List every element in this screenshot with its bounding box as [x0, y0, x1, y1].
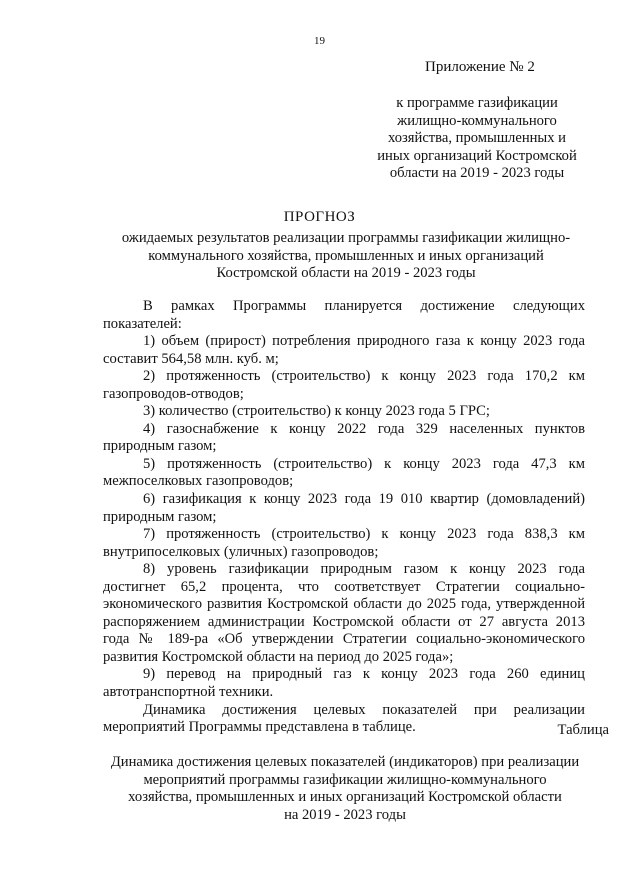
list-item: 6) газификация к концу 2023 года 19 010 квартир (домовладений) природным газом; — [103, 491, 585, 525]
table-caption-line: Динамика достижения целевых показателей (индикаторов) при реализации — [110, 754, 580, 770]
table-caption — [95, 754, 595, 824]
appendix-caption — [352, 95, 602, 183]
appendix-caption-line: к программе газификации — [396, 95, 558, 111]
appendix-caption-line: иных организаций Костромской — [377, 147, 577, 164]
table-caption-line: мероприятий программы газификации жилищно-коммунального — [143, 771, 547, 788]
forecast-subtitle-line: Костромской области на 2019 - 2023 годы — [216, 265, 476, 282]
list-item: 9) перевод на природный газ к концу 2023 года 260 единиц автотранспортной техники. — [103, 666, 585, 701]
appendix-title: Приложение № 2 — [425, 59, 535, 75]
forecast-subtitle-line: ожидаемых результатов реализации программы газификации жилищно- — [121, 230, 571, 246]
forecast-title: ПРОГНОЗ — [283, 209, 356, 225]
body-text — [103, 298, 585, 737]
list-item: 7) протяженность (строительство) к концу 2023 года 838,3 км внутрипоселковых (уличных) газопроводов; — [103, 526, 585, 560]
table-caption-line: на 2019 - 2023 годы — [284, 806, 406, 823]
list-item: 4) газоснабжение к концу 2022 года 329 населенных пунктов природным газом; — [103, 420, 585, 455]
forecast-subtitle — [120, 230, 572, 283]
appendix-caption-line: области на 2019 - 2023 годы — [389, 165, 565, 182]
appendix-caption-line: жилищно-коммунального — [397, 112, 557, 129]
list-item: 3) количество (строительство) к концу 2023 года 5 ГРС; — [143, 403, 490, 420]
forecast-subtitle-line: коммунального хозяйства, промышленных и иных организаций — [148, 247, 544, 264]
appendix-caption-line: хозяйства, промышленных и — [388, 130, 566, 147]
closing-paragraph: Динамика достижения целевых показателей при реализации мероприятий Программы представлена в таблице. — [103, 701, 585, 736]
table-label: Таблица — [557, 722, 609, 738]
list-item: 5) протяженность (строительство) к концу 2023 года 47,3 км межпоселковых газопроводов; — [103, 455, 585, 490]
list-item: 8) уровень газификации природным газом к концу 2023 года достигнет 65,2 процента, что соответствует Стратегии социально-экономического развития Костромской области до 2025 года, утвержденной распоряжением администрации Костромской области от 27 августа 2013 года № 189-ра «Об утверждении Стратегии социально-экономического развития Костромской области на период до 2025 года»; — [103, 561, 585, 665]
intro-paragraph: В рамках Программы планируется достижение следующих показателей: — [103, 298, 585, 332]
list-item: 2) протяженность (строительство) к концу 2023 года 170,2 км газопроводов-отводов; — [103, 368, 585, 402]
table-caption-line: хозяйства, промышленных и иных организаций Костромской области — [128, 789, 562, 806]
page-number: 19 — [314, 35, 325, 47]
list-item: 1) объем (прирост) потребления природного газа к концу 2023 года составит 564,58 млн. куб. м; — [103, 333, 585, 367]
